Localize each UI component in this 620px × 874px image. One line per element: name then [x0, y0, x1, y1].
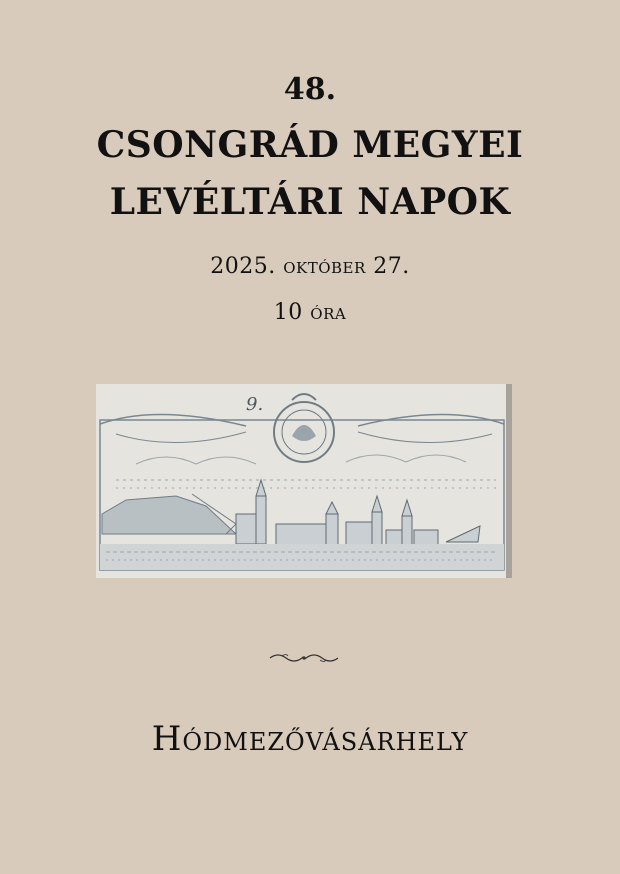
- plate-number: 9.: [246, 394, 264, 415]
- town-skyline-engraving: [96, 384, 512, 578]
- flourish-divider-icon: [268, 650, 340, 666]
- event-date: 2025. október 27.: [210, 254, 410, 279]
- city-name: Hódmezővásárhely: [151, 719, 469, 759]
- event-time: 10 óra: [273, 300, 347, 325]
- edition-number: 48.: [283, 72, 337, 107]
- title-line-2: LEVÉLTÁRI NAPOK: [109, 181, 511, 223]
- title-line-1: CSONGRÁD MEGYEI: [96, 124, 524, 166]
